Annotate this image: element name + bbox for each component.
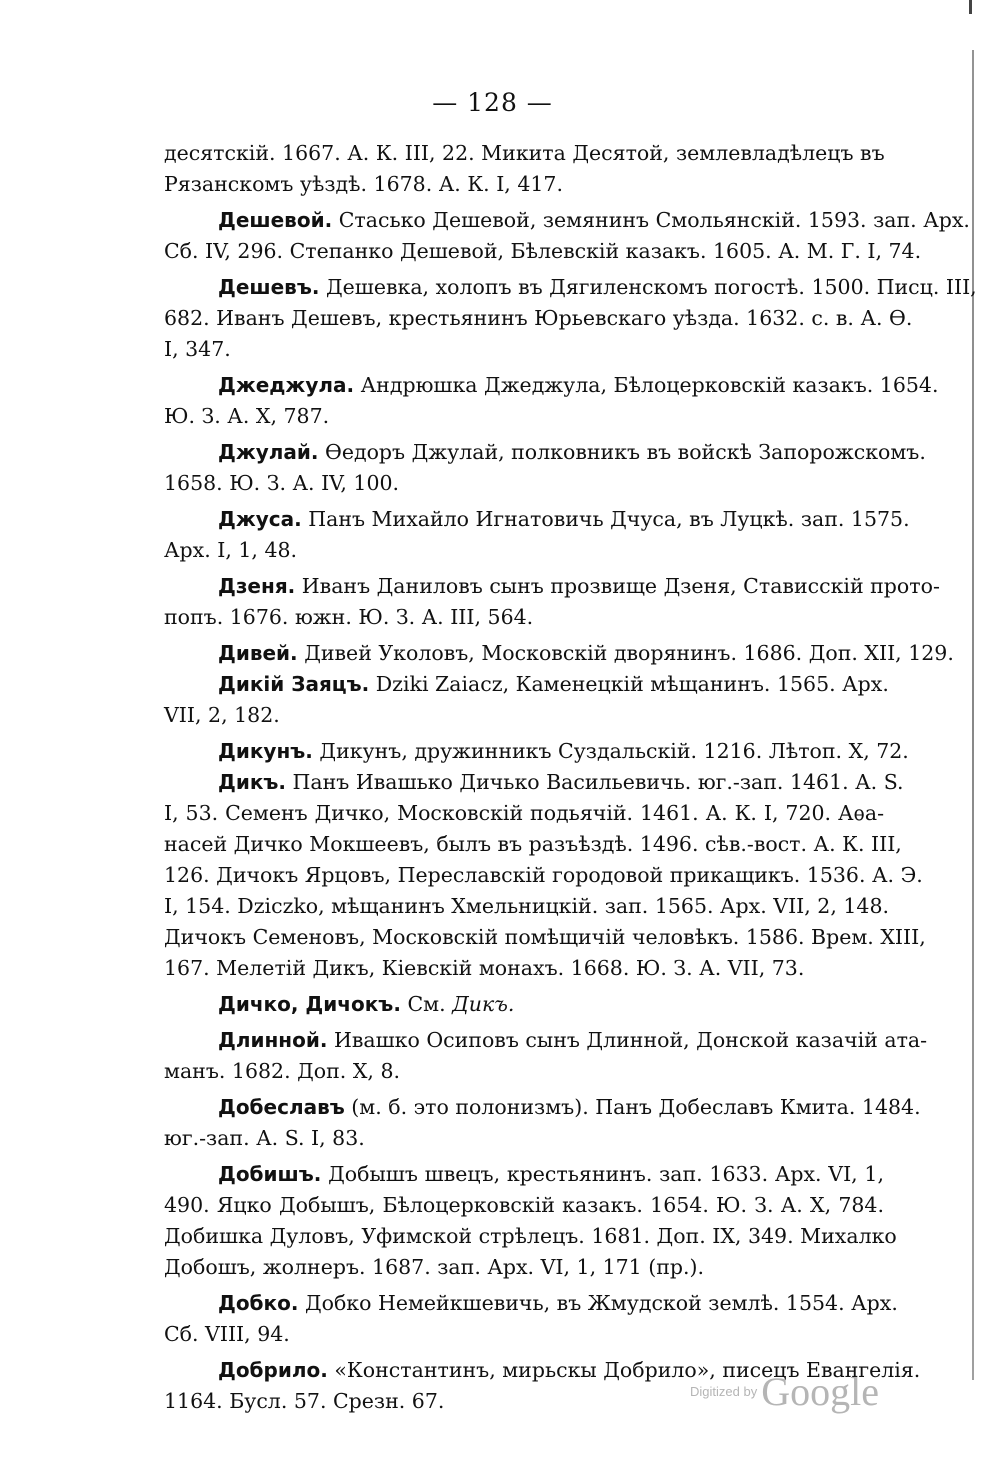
digitized-watermark: [690, 1368, 900, 1415]
entry-text: Стасько Дешевой, земянинъ Смольянскій. 1593. зап. Арх.: [332, 208, 970, 232]
entry-headword: Дичко, Дичокъ.: [218, 992, 401, 1016]
entry-line: I, 154. Dziczko, мѣщанинъ Хмельницкій. зап. 1565. Арх. VII, 2, 148.: [164, 894, 890, 918]
entry-line: 682. Иванъ Дешевъ, крестьянинъ Юрьевскаго уѣзда. 1632. с. в. А. Ѳ.: [164, 306, 913, 330]
entry-line: Добишка Дуловъ, Уфимской стрѣлецъ. 1681. Доп. IX, 349. Михалко: [164, 1224, 897, 1248]
entry-headword: Дивей.: [218, 641, 298, 665]
dictionary-entry: [164, 638, 954, 669]
scan-edge-line: [972, 50, 974, 1380]
watermark-brand: Google: [761, 1369, 879, 1414]
entry-line: десятскій. 1667. А. К. III, 22. Микита Десятой, землевладѣлецъ въ: [164, 141, 885, 165]
entry-headword: Добеславъ: [218, 1095, 345, 1119]
entry-line: юг.-зап. А. S. I, 83.: [164, 1126, 365, 1150]
entry-headword: Добрило.: [218, 1358, 328, 1382]
entry-headword: Длинной.: [218, 1028, 328, 1052]
dictionary-entry: [164, 989, 884, 1020]
entry-headword: Джулай.: [218, 440, 319, 464]
entry-text: Панъ Михайло Игнатовичь Дчуса, въ Луцкѣ. зап. 1575.: [301, 507, 910, 531]
entry-text: Добко Немейкшевичь, въ Жмудской землѣ. 1554. Арх.: [298, 1291, 898, 1315]
entry-headword: Джуса.: [218, 507, 302, 531]
entry-text: Панъ Ивашько Дичько Васильевичь. юг.-зап. 1461. А. S.: [286, 770, 904, 794]
dictionary-entry: [164, 669, 889, 731]
dictionary-text: [164, 138, 977, 1417]
entry-headword: Дешевой.: [218, 208, 333, 232]
entry-line: насей Дичко Мокшеевъ, былъ въ разъѣздѣ. 1496. сѣв.-вост. А. К. III,: [164, 832, 902, 856]
dictionary-entry: [164, 138, 884, 200]
entry-text: Добышъ швецъ, крестьянинъ. зап. 1633. Арх. VI, 1,: [321, 1162, 884, 1186]
entry-text: (м. б. это полонизмъ). Панъ Добеславъ Кмита. 1484.: [344, 1095, 921, 1119]
entry-line: Добошъ, жолнеръ. 1687. зап. Арх. VI, 1, 171 (пр.).: [164, 1255, 705, 1279]
entry-text: Дешевка, холопъ въ Дягиленскомъ погостѣ. 1500. Писц. III,: [319, 275, 977, 299]
entry-headword: Дикъ.: [218, 770, 287, 794]
entry-text: Иванъ Даниловъ сынъ прозвище Дзеня, Стависскій прото-: [295, 574, 940, 598]
entry-line: Дичокъ Семеновъ, Московскій помѣщичій человѣкъ. 1586. Врем. XIII,: [164, 925, 926, 949]
dictionary-entry: [164, 1025, 928, 1087]
watermark-prefix: Digitized by: [690, 1384, 758, 1399]
entry-headword: Джеджула.: [218, 373, 355, 397]
entry-text: Ѳедоръ Джулай, полковникъ въ войскѣ Запорожскомъ.: [318, 440, 926, 464]
dictionary-entry: [164, 437, 926, 499]
entry-text: См.: [400, 992, 453, 1016]
entry-line: 126. Дичокъ Ярцовъ, Переславскій городовой прикащикъ. 1536. А. Э.: [164, 863, 923, 887]
entry-line: I, 347.: [164, 337, 231, 361]
entry-line: Арх. I, 1, 48.: [164, 538, 298, 562]
entry-line: 490. Яцко Добышъ, Бѣлоцерковскій казакъ. 1654. Ю. З. А. X, 784.: [164, 1193, 884, 1217]
dictionary-entry: [164, 504, 910, 566]
dictionary-entry: [164, 571, 940, 633]
entry-line: VII, 2, 182.: [164, 703, 280, 727]
dictionary-entry: [164, 1159, 897, 1283]
dictionary-entry: [164, 370, 939, 432]
entry-text: Дикунъ, дружинникъ Суздальскій. 1216. Лѣтоп. X, 72.: [312, 739, 909, 763]
entry-text: Ивашко Осиповъ сынъ Длинной, Донской казачій ата-: [327, 1028, 928, 1052]
entry-line: Сб. VIII, 94.: [164, 1322, 290, 1346]
entry-line: Ю. З. А. X, 787.: [164, 404, 330, 428]
entry-headword: Добко.: [218, 1291, 299, 1315]
entry-line: 1164. Бусл. 57. Срезн. 67.: [164, 1389, 445, 1413]
entry-text: Дивей Уколовъ, Московскій дворянинъ. 1686. Доп. XII, 129.: [297, 641, 954, 665]
entry-headword: Добишъ.: [218, 1162, 322, 1186]
entry-line: 1658. Ю. З. А. IV, 100.: [164, 471, 400, 495]
entry-line: I, 53. Семенъ Дичко, Московскій подьячій. 1461. А. К. I, 720. Аѳа-: [164, 801, 884, 825]
entry-text: Андрюшка Джеджула, Бѣлоцерковскій казакъ. 1654.: [354, 373, 939, 397]
entry-headword: Дешевъ.: [218, 275, 320, 299]
entry-line: Рязанскомъ уѣздѣ. 1678. А. К. I, 417.: [164, 172, 563, 196]
entry-headword: Дикій Заяцъ.: [218, 672, 370, 696]
dictionary-entry: [164, 1092, 921, 1154]
entry-headword: Дзеня.: [218, 574, 296, 598]
entry-text: «Константинъ, мирьскы Добрило», писецъ Евангелія.: [327, 1358, 921, 1382]
dictionary-entry: [164, 1288, 898, 1350]
entry-line: 167. Мелетій Дикъ, Кіевскій монахъ. 1668. Ю. З. А. VII, 73.: [164, 956, 805, 980]
dictionary-entry: [164, 736, 909, 767]
entry-text: Dziki Zaiacz, Каменецкій мѣщанинъ. 1565. Арх.: [369, 672, 889, 696]
entry-line: Сб. IV, 296. Степанко Дешевой, Бѣлевскій казакъ. 1605. А. М. Г. I, 74.: [164, 239, 922, 263]
entry-line: манъ. 1682. Доп. X, 8.: [164, 1059, 401, 1083]
cross-reference: Дикъ.: [452, 992, 515, 1016]
entry-line: попъ. 1676. южн. Ю. З. А. III, 564.: [164, 605, 534, 629]
entry-headword: Дикунъ.: [218, 739, 313, 763]
dictionary-entry: [164, 767, 926, 984]
dictionary-entry: [164, 272, 977, 365]
page-number: — 128 —: [432, 88, 553, 117]
dictionary-entry: [164, 205, 970, 267]
scan-edge-tick: [969, 0, 972, 14]
